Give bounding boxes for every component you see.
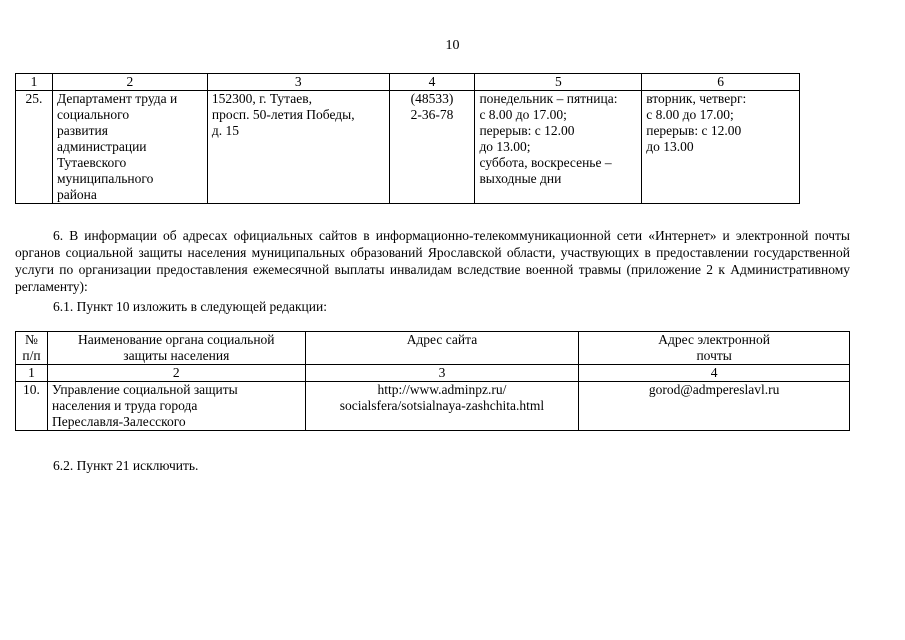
text-line: района — [56, 187, 97, 202]
column-number: 5 — [475, 74, 642, 91]
text-line: Адрес электронной — [658, 332, 770, 347]
text-line: 152300, г. Тутаев, — [211, 91, 312, 106]
table-row — [16, 91, 800, 204]
text-line: муниципального — [56, 171, 154, 186]
organization-address — [207, 91, 389, 204]
column-number: 2 — [47, 365, 305, 382]
page-number: 10 — [445, 38, 460, 53]
text-line: http://www.adminpz.ru/ — [377, 382, 507, 397]
text-line: почты — [696, 348, 732, 363]
text-line: населения и труда города — [51, 398, 198, 413]
organization-name — [52, 91, 207, 204]
paragraph-6-1: 6.1. Пункт 10 изложить в следующей редакции: — [53, 299, 327, 314]
table-number-row — [16, 365, 850, 382]
header-number — [16, 332, 48, 365]
text-line: п/п — [22, 348, 41, 363]
column-number: 1 — [16, 74, 53, 91]
site-address — [305, 382, 579, 431]
text-line: понедельник – пятница: — [479, 91, 618, 106]
column-number: 3 — [207, 74, 389, 91]
text-line: Тутаевского — [56, 155, 127, 170]
column-number: 1 — [16, 365, 48, 382]
text-line: Наименование органа социальной — [78, 332, 275, 347]
work-schedule — [475, 91, 642, 204]
text-line: выходные дни — [479, 171, 562, 186]
text-line: 2-36-78 — [410, 107, 454, 122]
text-line: перерыв: с 12.00 — [646, 123, 742, 138]
row-number: 10. — [16, 382, 48, 431]
text-line: № — [25, 332, 38, 347]
text-line: socialsfera/sotsialnaya-zashchita.html — [339, 398, 545, 413]
text-line: перерыв: с 12.00 — [479, 123, 575, 138]
text-line: защиты населения — [123, 348, 230, 363]
text-line: социального — [56, 107, 130, 122]
text-line: с 8.00 до 17.00; — [479, 107, 567, 122]
text-line: развития — [56, 123, 108, 138]
text-line: Управление социальной защиты — [51, 382, 238, 397]
text-line: суббота, воскресенье – — [479, 155, 612, 170]
organization-name — [47, 382, 305, 431]
text-line: (48533) — [410, 91, 454, 106]
column-number: 3 — [305, 365, 579, 382]
text-line: до 13.00 — [646, 139, 694, 154]
text-line: до 13.00; — [479, 139, 531, 154]
header-site-address — [305, 332, 579, 365]
reception-schedule — [642, 91, 800, 204]
table-header-row — [16, 332, 850, 365]
text-line: администрации — [56, 139, 147, 154]
organizations-schedule-table — [15, 73, 800, 204]
text-line: Переславля-Залесского — [51, 414, 186, 429]
text-line: с 8.00 до 17.00; — [646, 107, 734, 122]
text-line: д. 15 — [211, 123, 239, 138]
text-line: вторник, четверг: — [646, 91, 747, 106]
organization-phone — [389, 91, 475, 204]
paragraph-6-2: 6.2. Пункт 21 исключить. — [53, 458, 199, 473]
email-address: gorod@admpereslavl.ru — [579, 382, 850, 431]
table-header-row — [16, 74, 800, 91]
text-line: Департамент труда и — [56, 91, 178, 106]
column-number: 4 — [579, 365, 850, 382]
column-number: 6 — [642, 74, 800, 91]
column-number: 2 — [52, 74, 207, 91]
websites-email-table — [15, 331, 850, 431]
text-line: просп. 50-летия Победы, — [211, 107, 355, 122]
header-email-address — [579, 332, 850, 365]
text-line: Адрес сайта — [406, 332, 478, 347]
header-organization-name — [47, 332, 305, 365]
table-row — [16, 382, 850, 431]
paragraph-6: 6. В информации об адресах официальных сайтов в информационно-телекоммуникационной сети «Интернет» и электронной почты органов социальной защиты населения муниципальных образований Ярославской области, участвующих в предоставлении государственной услуги по организации предоставления ежемесячной выплаты инвалидам вследствие военной травмы (приложение 2 к Административному регламенту): — [15, 228, 850, 294]
row-number: 25. — [16, 91, 53, 204]
column-number: 4 — [389, 74, 475, 91]
